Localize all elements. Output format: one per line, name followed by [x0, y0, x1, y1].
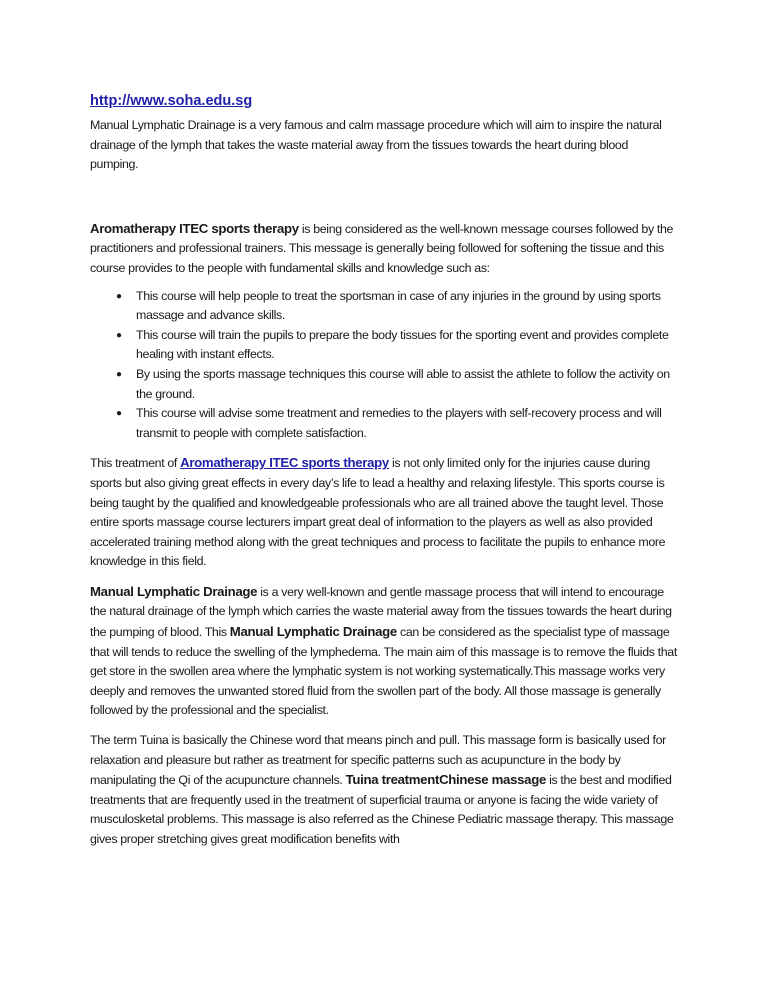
- list-item: ● This course will help people to treat the sportsman in case of any injuries in the ground by using sports massage and advance skills.: [116, 288, 661, 323]
- aromatherapy-text: is being considered as the well-known message courses followed by the practitioners and professional trainers. This message is generally being followed for softening the tissue and this course provides to the people with fundamental skills and knowledge such as:: [90, 221, 674, 275]
- mld-inline-bold: Manual Lymphatic Drainage: [229, 624, 397, 640]
- bullet-icon: ●: [116, 290, 122, 302]
- treatment-paragraph: This treatment of Aromatherapy ITEC sports therapy is not only limited only for the injuries cause during sports but also giving great effects in every day’s life to lead a healthy and relaxing lifestyle. This sports course is being taught by the qualified and knowledgeable professionals who are all trained above the taught level. Those entire sports massage course lecturers impart great deal of information to the players as well as also provided accelerated training method along with the great techniques and process to facilitate the pupils to enhance more knowledge in this field.: [90, 455, 666, 569]
- spacer: [90, 721, 678, 731]
- tuina-paragraph: The term Tuina is basically the Chinese word that means pinch and pull. This massage form is basically used for relaxation and pleasure but rather as treatment for specific patterns such as acupuncture in the body by manipulating the Qi of the acupuncture channels. Tuina treatmentChinese massage is the best and modified treatments that are frequently used in the treatment of superficial trauma or anyone is facing the wide variety of musculosketal problems. This massage is also referred as the Chinese Pediatric massage therapy. This massage gives proper stretching gives great modification benefits with: [90, 733, 674, 846]
- list-item: ● This course will advise some treatment and remedies to the players with self-recovery process and will transmit to people with complete satisfaction.: [116, 406, 662, 440]
- mld-heading: Manual Lymphatic Drainage: [90, 583, 258, 599]
- bullet-icon: ●: [116, 329, 122, 341]
- list-item: ● By using the sports massage techniques this course will able to assist the athlete to follow the activity on the ground.: [116, 366, 670, 401]
- aromatherapy-heading: Aromatherapy ITEC sports therapy: [90, 220, 299, 236]
- aromatherapy-paragraph: [90, 219, 678, 279]
- intro-paragraph: Manual Lymphatic Drainage is a very famous and calm massage procedure which will aim to inspire the natural drainage of the lymph that takes the waste material away from the tissues towards the heart during blood pumping.: [90, 118, 662, 172]
- course-benefits-list: [90, 287, 678, 444]
- mld-paragraph: Manual Lymphatic Drainage is a very well-known and gentle massage process that will intend to encourage the natural drainage of the lymph which carries the waste material away from the tissues towards the heart during the pumping of blood. This Manual Lymphatic Drainage can be considered as the specialist type of massage that will tends to reduce the swelling of the lymphedema. The main aim of this massage is to remove the fluids that get store in the swollen area where the lymphatic system is not working systematically.This massage works very deeply and removes the unwanted stored fluid from the swollen part of the body. All those massage is generally followed by the professional and the specialist.: [90, 583, 677, 718]
- aromatherapy-link[interactable]: Aromatherapy ITEC sports therapy: [180, 455, 389, 471]
- bullet-icon: ●: [116, 408, 122, 420]
- tuina-inline-bold: Tuina treatmentChinese massage: [345, 772, 546, 788]
- list-item: ● This course will train the pupils to prepare the body tissues for the sporting event and provides complete healing with instant effects.: [116, 327, 669, 362]
- spacer: [90, 443, 678, 453]
- spacer: [90, 572, 678, 582]
- spacer: [90, 175, 678, 219]
- bullet-icon: ●: [116, 368, 122, 380]
- site-url-link[interactable]: http://www.soha.edu.sg: [90, 93, 253, 109]
